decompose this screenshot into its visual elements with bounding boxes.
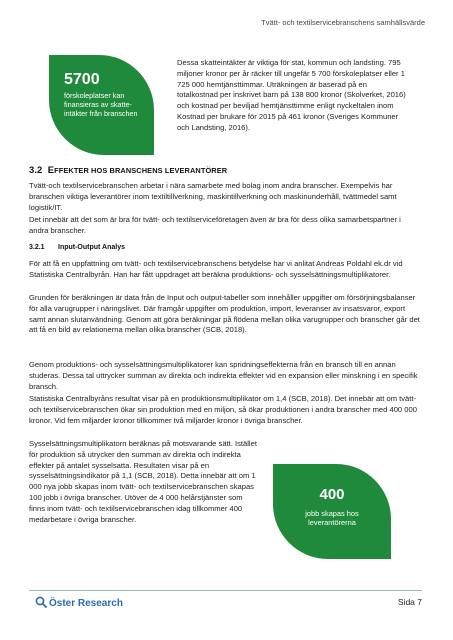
callout-caption: jobb skapas hos leverantörerna: [305, 509, 359, 528]
section-paragraph: Det innebär att det som är bra för tvätt- och textilserviceföretagen även är bra för dess olika samarbetspartner i andra branscher.: [29, 215, 401, 235]
callout-number: 400: [319, 486, 345, 503]
callout-caption: förskoleplatser kan finansieras av skatte- intäkter från branschen: [64, 91, 138, 119]
intro-paragraph: Dessa skatteintäkter är viktiga för stat, kommun och landsting. 795 miljoner kronor per år räcker till ungefär 5 700 förskoleplatser eller 1 725 000 hemtjänsttimmar. Uträkningen är baserad på en totalkostnad per inskrivet barn på 138 800 kronor (Skolverket, 2016) och kostnad per beviljad hemtjänsttimme enligt nyckeltalen inom Kostnad per brukare för 2015 på 461 kronor (Sveriges Kommuner och Landsting, 2016).: [177, 58, 406, 132]
callout-preschool-places: [49, 55, 154, 155]
subsection-paragraph: Grunden för beräkningen är data från de Input och output-tabeller som innehåller uppgifter om försörjningsbalanser för alla varugrupper i näringslivet. Där framgår uppgifter om produktion, import, leveranser av insatsvaror, export samt annan slutanvändning. Genom att göra beräkningar på flödena mellan olika varugrupper och branscher går det att få en bild av relationerna mellan olika branscher (SCB, 2018).: [29, 293, 420, 335]
subsection-number: 3.2.1: [29, 244, 45, 251]
section-title-initial: E: [47, 164, 55, 175]
callout-supplier-jobs: [273, 464, 391, 559]
section-title-rest: FFEKTER HOS BRANSCHENS LEVERANTÖRER: [54, 166, 228, 175]
magnifier-icon: [35, 596, 47, 611]
section-heading: [29, 164, 227, 175]
logo-text: Öster Research: [49, 598, 123, 609]
subsection-paragraph: För att få en uppfattning om tvätt- och textilservicebranschens betydelse har vi anlitat Andreas Poldahl ek.dr vid Statistiska Centralbyrån. Han har fått uppdraget att beräkna produktions- och sysselsättningsmultiplikatorer.: [29, 259, 403, 279]
subsection-heading: [29, 244, 125, 251]
subsection-paragraph: Genom produktions- och sysselsättningsmultiplikatorer kan spridningseffekterna från en bransch till en annan studeras. Dessa tal uttrycker summan av direkta och indirekta effekter vid en expansion eller minskning i en specifik bransch.: [29, 360, 418, 391]
callout-number: 5700: [64, 71, 100, 88]
section-number: 3.2: [29, 164, 43, 175]
running-header: Tvätt- och textilservicebranschens samhällsvärde: [261, 18, 425, 27]
page-number: Sida 7: [397, 597, 422, 607]
subsection-paragraph: Sysselsättningsmultiplikatorn beräknas på motsvarande sätt. Istället för produktion så utrycker den summan av direkta och indirekta effekter på antalet sysselsatta. Resultaten visar på en sysselsättningsindikator på 1,1 (SCB, 2018). Detta innebär att om 1 000 nya jobb skapas inom tvätt- och textilservicebranschen skapas 100 jobb i övriga branscher. Utöver de 4 000 helårstjänster som finns inom tvätt- och textilservicebranschen idag tillkommer 400 medarbetare i övriga branscher.: [29, 439, 257, 524]
section-paragraph: Tvätt-och textilservicebranschen arbetar i nära samarbete med bolag inom andra branscher. Exempelvis har branschen viktiga leverantörer inom textiltillverkning, maskintillverkning och maskinunderhåll, tvättmedel samt logistik/IT.: [29, 181, 397, 212]
footer-divider: [29, 590, 422, 591]
subsection-paragraph: Statistiska Centralbyråns resultat visar på en produktionsmultiplikator om 1,4 (SCB, 2018). Det innebär att om tvätt- och textilservicebranschen ökar sin produktion med en miljon, så ökar produktionen i andra branscher med 400 000 kronor. Vid fem miljarder kronor tillkommer två miljarder kronor i övriga branscher.: [29, 394, 417, 425]
publisher-logo: [35, 596, 123, 611]
subsection-title: Input-Output Analys: [58, 244, 126, 251]
